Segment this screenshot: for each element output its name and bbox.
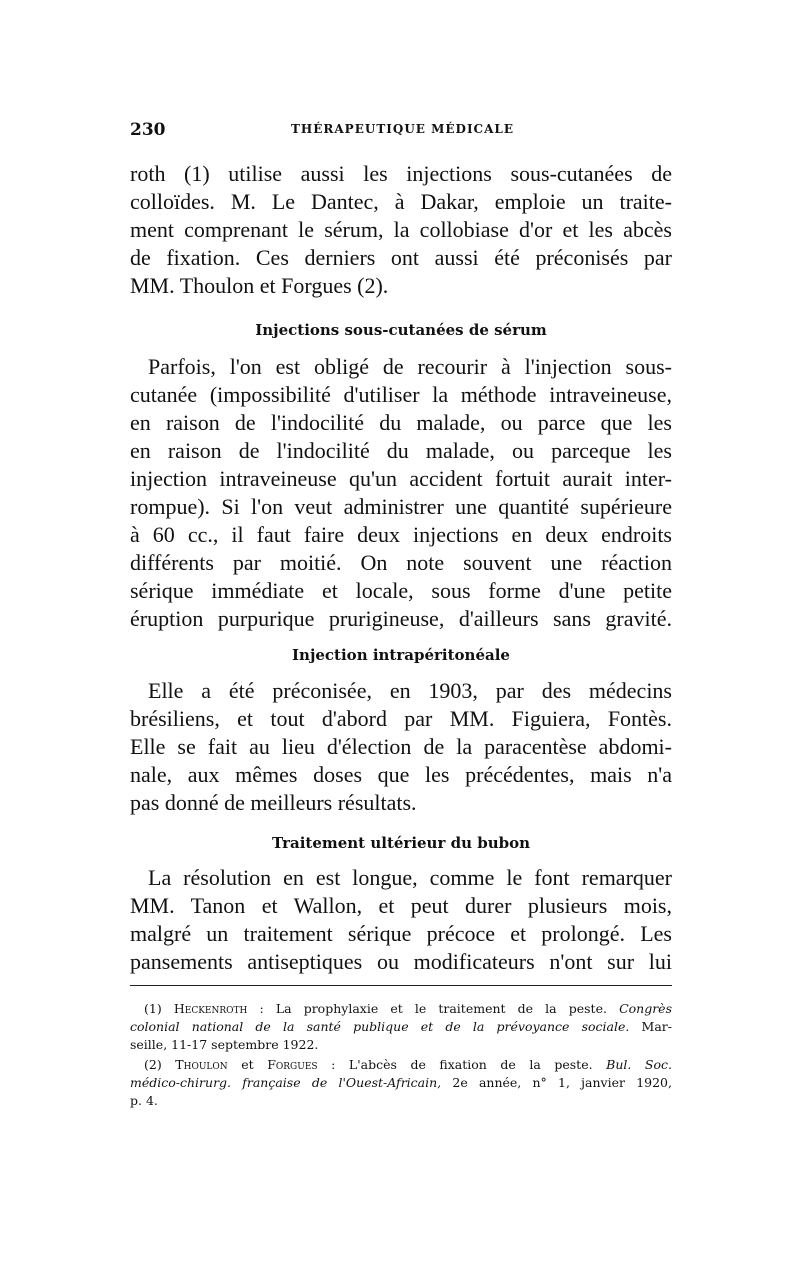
text-line: La résolution en est longue, comme le font remarquer [148, 865, 672, 890]
text-line: MM. Thoulon et Forgues (2). [130, 273, 389, 298]
text-line: sérique immédiate et locale, sous forme d'une petite [130, 578, 672, 603]
text-line: cutanée (impossibilité d'utiliser la méthode intraveineuse, [130, 382, 672, 407]
footnote-author: Heckenroth [173, 1001, 248, 1016]
text-line: à 60 cc., il faut faire deux injections en deux endroits [130, 522, 672, 547]
footnote-1-line-2 [130, 1018, 672, 1036]
text-line: éruption purpurique prurigineuse, d'ailleurs sans gravité. [130, 606, 672, 631]
text-line: Elle a été préconisée, en 1903, par des médecins [148, 678, 672, 703]
text-line: en raison de l'indocilité du malade, ou parce que les [130, 410, 672, 435]
footnote-italic: Congrès [619, 1001, 672, 1016]
text-line: MM. Tanon et Wallon, et peut durer plusieurs mois, [130, 893, 672, 918]
text-line: rompue). Si l'on veut administrer une quantité supérieure [130, 494, 672, 519]
text-line: en raison de l'indocilité du malade, ou parceque les [130, 438, 672, 463]
footnote-author: Forgues [267, 1057, 318, 1072]
footnote-2-line-3: p. 4. [130, 1093, 158, 1108]
text-line: pansements antiseptiques ou modificateurs n'ont sur lui [130, 949, 672, 974]
footnote-text: Mar- [641, 1019, 672, 1034]
text-line: différents par moitié. On note souvent une réaction [130, 550, 672, 575]
footnote-1-line-3: seille, 11-17 septembre 1922. [130, 1037, 319, 1052]
section-heading: Injection intrapéritonéale [292, 646, 510, 664]
section-heading: Traitement ultérieur du bubon [272, 834, 530, 852]
footnote-1 [130, 1000, 672, 1018]
footnote-marker: (2) [144, 1057, 162, 1072]
text-line: Parfois, l'on est obligé de recourir à l'injection sous- [148, 354, 672, 379]
footnote-italic: médico-chirurg. française de l'Ouest-Africain, [130, 1075, 442, 1090]
page-number: 230 [130, 120, 166, 140]
text-line: colloïdes. M. Le Dantec, à Dakar, emploie un traite- [130, 189, 672, 214]
text-line: Elle se fait au lieu d'élection de la paracentèse abdomi- [130, 734, 672, 759]
footnote-2 [130, 1056, 672, 1074]
footnote-text: : La prophylaxie et le traitement de la peste. [259, 1001, 607, 1016]
footnote-italic: colonial national de la santé publique et de la prévoyance sociale. [130, 1019, 630, 1034]
text-line: pas donné de meilleurs résultats. [130, 790, 417, 815]
text-line: brésiliens, et tout d'abord par MM. Figuiera, Fontès. [130, 706, 672, 731]
text-line: roth (1) utilise aussi les injections sous-cutanées de [130, 161, 672, 186]
footnote-text: 2e année, n° 1, janvier 1920, [452, 1075, 672, 1090]
text-line: nale, aux mêmes doses que les précédentes, mais n'a [130, 762, 672, 787]
footnote-author: Thoulon [175, 1057, 228, 1072]
text-line: malgré un traitement sérique précoce et prolongé. Les [130, 921, 672, 946]
text-line: de fixation. Ces derniers ont aussi été préconisés par [130, 245, 672, 270]
text-line: ment comprenant le sérum, la collobiase d'or et les abcès [130, 217, 672, 242]
footnote-italic: Bul. Soc. [606, 1057, 672, 1072]
footnote-marker: (1) [144, 1001, 162, 1016]
footnote-divider [130, 985, 672, 986]
page-header [130, 120, 675, 142]
section-heading: Injections sous-cutanées de sérum [255, 321, 547, 339]
footnote-text: : L'abcès de fixation de la peste. [331, 1057, 593, 1072]
running-head: THÉRAPEUTIQUE MÉDICALE [290, 122, 514, 136]
footnote-2-line-2 [130, 1074, 672, 1092]
footnote-conjunction: et [241, 1057, 254, 1072]
text-line: injection intraveineuse qu'un accident fortuit aurait inter- [130, 466, 672, 491]
